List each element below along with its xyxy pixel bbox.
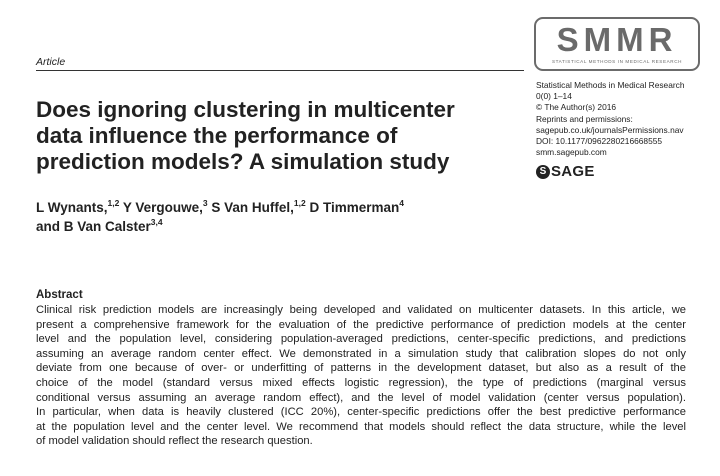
author-line (36, 198, 404, 217)
author-name: and B Van Calster (36, 219, 151, 234)
abstract-body (36, 303, 686, 449)
title-line: data influence the performance of (36, 123, 398, 148)
abstract-line: present a comprehensive framework for the evaluation of the predictive performance of prediction models at the center (36, 318, 686, 331)
article-type-label: Article (36, 56, 66, 68)
author-name: S Van Huffel, (211, 200, 294, 215)
author-affiliation: 3 (202, 198, 208, 208)
abstract-line: of model validation should reflect the research question. (36, 435, 313, 448)
abstract-line: deviate from one because of over- or underfitting of patterns in the development dataset, but also as a result of the (36, 362, 686, 375)
author-name: D Timmerman (309, 200, 400, 215)
author-list (36, 198, 404, 236)
author-affiliation: 1,2 (107, 198, 120, 208)
publisher-logo (536, 163, 595, 180)
author-name: Y Vergouwe, (122, 200, 203, 215)
abstract-line: conditional versus assuming an average random effect), and the level of model validation (center versus population). (36, 391, 686, 404)
author-affiliation: 4 (399, 198, 405, 208)
abstract-heading: Abstract (36, 289, 83, 301)
doi[interactable]: DOI: 10.1177/0962280216668555 (536, 136, 663, 147)
author-affiliation: 1,2 (293, 198, 306, 208)
journal-logo-name: SMMR (556, 21, 678, 58)
paper-title (36, 97, 506, 175)
author-name: L Wynants, (36, 200, 108, 215)
abstract-line: In particular, when data is heavily clustered (ICC 20%), center-specific predictions offer the best predictive performance (36, 406, 686, 419)
volume-pages: 0(0) 1–14 (536, 91, 572, 102)
journal-name: Statistical Methods in Medical Research (536, 80, 685, 90)
copyright: © The Author(s) 2016 (536, 102, 617, 113)
abstract-line: choice of the model (standard versus mixed effects logistic regression), the type of predictions (marginal versus (36, 376, 686, 389)
title-line: Does ignoring clustering in multicenter (36, 97, 455, 122)
abstract-line: assuming an average random center effect. We demonstrated in a simulation study that calibration slopes do not only (36, 347, 686, 360)
author-line (36, 217, 404, 236)
title-line: prediction models? A simulation study (36, 149, 450, 174)
journal-meta (536, 80, 685, 158)
abstract-line: level and the population level, considering population-averaged predictions, center-specific predictions, and predictions (36, 333, 686, 346)
reprints-link[interactable]: sagepub.co.uk/journalsPermissions.nav (536, 124, 684, 135)
abstract-line: at the population level and the center level. We recommend that models should reflect the data structure, while the level (36, 420, 686, 433)
author-affiliation: 3,4 (150, 217, 163, 227)
reprints-label: Reprints and permissions: (536, 113, 633, 124)
journal-site-link[interactable]: smm.sagepub.com (536, 147, 607, 158)
journal-logo (534, 17, 700, 71)
sage-badge-icon: S (536, 165, 550, 179)
journal-logo-subtitle: STATISTICAL METHODS IN MEDICAL RESEARCH (551, 59, 683, 64)
publisher-name: SAGE (551, 163, 595, 180)
header-divider (36, 70, 524, 71)
abstract-line: Clinical risk prediction models are increasingly being developed and validated on multicenter datasets. In this article, we (36, 304, 686, 316)
